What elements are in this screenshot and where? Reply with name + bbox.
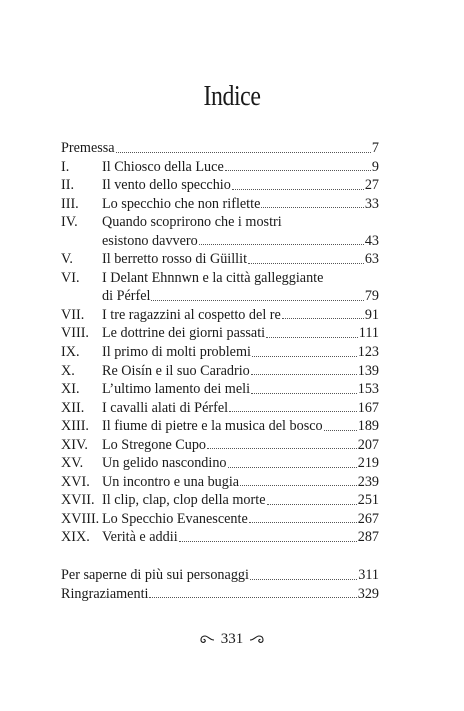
toc-entry (61, 417, 379, 436)
page-number-ref: 267 (357, 510, 379, 527)
chapter-number: II. (61, 177, 74, 194)
toc-entry (61, 306, 379, 325)
toc-entry-row (61, 362, 379, 381)
dot-leader (229, 410, 357, 412)
chapter-number: XIX. (61, 529, 90, 546)
toc-entry-row (61, 566, 379, 585)
toc-entry (61, 528, 379, 547)
toc-entry (61, 473, 379, 492)
page-number-ref: 9 (371, 158, 379, 175)
toc-entry-row (61, 454, 379, 473)
toc-entry-row (61, 528, 379, 547)
left-swirl-ornament-icon (199, 634, 215, 646)
chapter-title: Per saperne di più sui personaggi (61, 567, 249, 584)
dot-leader (252, 355, 357, 357)
toc-entry-row (61, 176, 379, 195)
chapter-number: I. (61, 158, 70, 175)
chapter-number: V. (61, 251, 73, 268)
toc-entry-row (61, 417, 379, 436)
toc-entry-row (61, 473, 379, 492)
toc-entry (61, 436, 379, 455)
chapter-title: Il vento dello specchio (102, 177, 231, 194)
page-number-ref: 219 (357, 455, 379, 472)
page-number-ref: 189 (357, 418, 379, 435)
toc-entry (61, 269, 379, 306)
toc-entry (61, 566, 379, 585)
chapter-title: L’ultimo lamento dei meli (102, 381, 251, 398)
page-number-ref: 7 (371, 140, 379, 156)
page-number-ref: 139 (357, 362, 379, 379)
toc-entry-row (61, 436, 379, 455)
dot-leader (207, 447, 357, 449)
dot-leader (151, 299, 363, 301)
toc-entry (61, 195, 379, 214)
toc-entry-row (61, 491, 379, 510)
toc-entry-continuation (61, 232, 379, 251)
chapter-number: XVII. (61, 492, 95, 509)
page-number-ref: 91 (364, 306, 379, 323)
toc-entry (61, 585, 379, 604)
chapter-title: I cavalli alati di Pérfel (102, 399, 229, 416)
toc-entry (61, 510, 379, 529)
toc-entry-row (61, 324, 379, 343)
toc-entry (61, 324, 379, 343)
toc-entry (61, 454, 379, 473)
chapter-number: XIII. (61, 418, 89, 435)
page-number-ref: 239 (357, 473, 379, 490)
toc-entry-row (61, 343, 379, 362)
dot-leader (261, 206, 363, 208)
page-title: Indice (203, 80, 261, 112)
page-folio (0, 631, 464, 648)
chapter-number: VII. (61, 306, 85, 323)
toc-entry-row (61, 585, 379, 604)
page-number-ref: 111 (358, 325, 379, 342)
page-number-ref: 329 (357, 585, 379, 602)
toc-entry (61, 399, 379, 418)
dot-leader (248, 262, 364, 264)
chapter-number: XV. (61, 455, 84, 472)
page-number-ref: 167 (357, 399, 379, 416)
table-of-contents (61, 139, 379, 603)
toc-entry (61, 213, 379, 250)
page-number-ref: 311 (358, 567, 379, 584)
dot-leader (250, 578, 357, 580)
dot-leader (251, 392, 357, 394)
toc-entry-row (61, 399, 379, 418)
page-number-ref: 27 (364, 177, 379, 194)
dot-leader (324, 429, 357, 431)
chapter-number: XIV. (61, 436, 88, 453)
dot-leader (228, 466, 357, 468)
toc-entry-row (61, 158, 379, 177)
page-number: 331 (220, 631, 244, 647)
toc-entry (61, 380, 379, 399)
chapter-title: Il primo di molti problemi (102, 344, 251, 361)
chapter-number: III. (61, 195, 79, 212)
toc-entry (61, 250, 379, 269)
toc-entry-continuation (61, 287, 379, 306)
chapter-title: Lo specchio che non riflette (102, 195, 261, 212)
page-number-ref: 251 (357, 492, 379, 509)
chapter-title: Un incontro e una bugia (102, 473, 240, 490)
toc-entry-row (61, 510, 379, 529)
chapter-title: Lo Specchio Evanescente (102, 510, 248, 527)
dot-leader (282, 317, 364, 319)
chapter-number: IV. (61, 214, 78, 231)
page-number-ref: 123 (357, 344, 379, 361)
dot-leader (116, 151, 371, 153)
page-number-ref: 153 (357, 381, 379, 398)
dot-leader (179, 540, 357, 542)
chapter-number: IX. (61, 344, 80, 361)
chapter-title: Il fiume di pietre e la musica del bosco (102, 418, 323, 435)
chapter-title: Il clip, clap, clop della morte (102, 492, 266, 509)
toc-appendix-list (61, 566, 379, 603)
chapter-title: esistono davvero (102, 232, 198, 249)
dot-leader (199, 243, 364, 245)
toc-entry-row (61, 380, 379, 399)
chapter-number: XII. (61, 399, 85, 416)
chapter-title: Lo Stregone Cupo (102, 436, 207, 453)
chapter-number: VI. (61, 269, 80, 286)
chapter-title: Verità e addii (102, 529, 178, 546)
toc-entry-row (61, 139, 379, 158)
dot-leader (249, 521, 357, 523)
toc-chapter-list (61, 139, 379, 547)
dot-leader (267, 503, 357, 505)
toc-entry (61, 158, 379, 177)
dot-leader (225, 169, 371, 171)
chapter-title: Re Oisín e il suo Caradrio (102, 362, 250, 379)
chapter-title: Il berretto rosso di Güillit (102, 251, 248, 268)
toc-entry (61, 491, 379, 510)
chapter-number: XI. (61, 381, 80, 398)
page-number-ref: 207 (357, 436, 379, 453)
chapter-title: Un gelido nascondino (102, 455, 227, 472)
page-number-ref: 79 (364, 288, 379, 305)
chapter-title: Premessa (61, 140, 115, 156)
dot-leader (149, 596, 356, 598)
page-number-ref: 287 (357, 529, 379, 546)
toc-entry-row (61, 306, 379, 325)
toc-entry-row (61, 269, 379, 288)
chapter-title: Ringraziamenti (61, 585, 149, 602)
toc-entry (61, 139, 379, 158)
toc-entry (61, 176, 379, 195)
toc-entry-row (61, 195, 379, 214)
page-number-ref: 33 (364, 195, 379, 212)
toc-entry-row (61, 250, 379, 269)
chapter-title: Quando scoprirono che i mostri (102, 214, 282, 231)
page-number-ref: 63 (364, 251, 379, 268)
page-number-ref: 43 (364, 232, 379, 249)
chapter-title: I Delant Ehnnwn e la città galleggiante (102, 269, 324, 286)
toc-section-gap (61, 547, 379, 566)
chapter-number: VIII. (61, 325, 89, 342)
chapter-number: X. (61, 362, 75, 379)
chapter-number: XVIII. (61, 510, 100, 527)
dot-leader (251, 373, 357, 375)
dot-leader (266, 336, 358, 338)
chapter-title: Le dottrine dei giorni passati (102, 325, 266, 342)
dot-leader (240, 484, 357, 486)
right-swirl-ornament-icon (249, 634, 265, 646)
chapter-title: I tre ragazzini al cospetto del re (102, 306, 281, 323)
chapter-number: XVI. (61, 473, 90, 490)
toc-entry (61, 362, 379, 381)
chapter-title: Il Chiosco della Luce (102, 158, 224, 175)
dot-leader (232, 188, 364, 190)
toc-entry-row (61, 213, 379, 232)
chapter-title: di Pérfel (102, 288, 151, 305)
toc-entry (61, 343, 379, 362)
